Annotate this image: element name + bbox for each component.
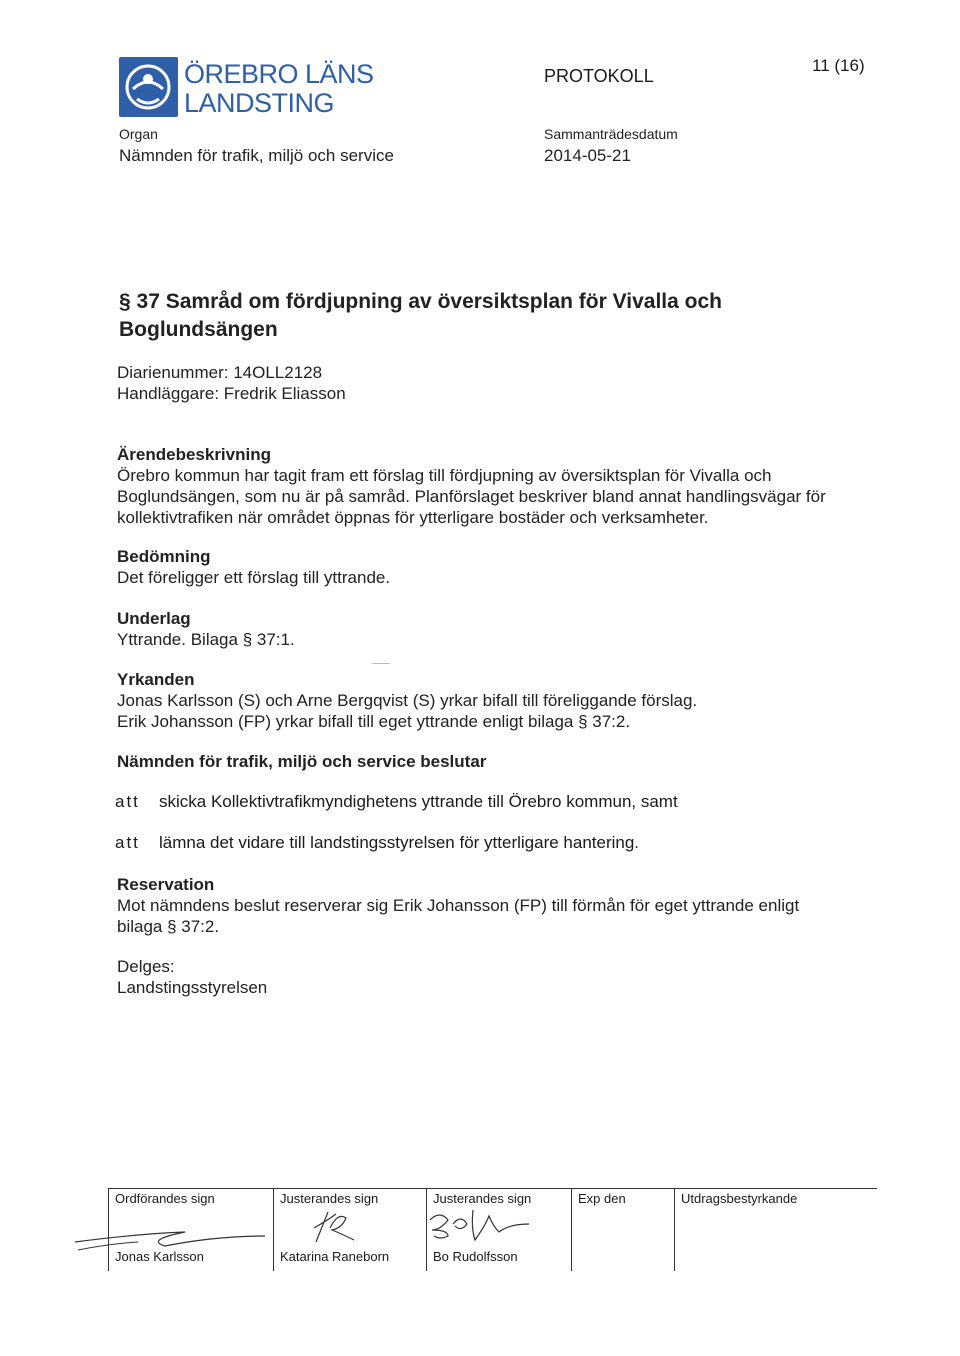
organ-value: Nämnden för trafik, miljö och service	[119, 146, 394, 165]
sign-label: Justerandes sign	[280, 1191, 379, 1206]
sign-label: Ordförandes sign	[115, 1191, 215, 1206]
section-title: § 37 Samråd om fördjupning av översiktsplan för Vivalla och Boglundsängen	[119, 290, 722, 341]
att-keyword: att	[115, 792, 140, 811]
document-type: PROTOKOLL	[544, 66, 654, 86]
diary-number: Diarienummer: 14OLL2128	[117, 363, 323, 382]
decision-item-1	[115, 792, 678, 812]
yrkanden-heading: Yrkanden	[117, 670, 195, 689]
arende-text: Örebro kommun har tagit fram ett förslag till fördjupning av översiktsplan för Vivalla och Boglundsängen, som nu är på samråd. Planförslaget beskriver bland annat handlingsvägar för kollektivtrafiken när området öppnas för ytterligare bostäder och verksamheter.	[117, 466, 826, 527]
sign-label: Utdragsbestyrkande	[681, 1191, 798, 1206]
delges-label: Delges:	[117, 957, 175, 976]
page-number: 11 (16)	[812, 56, 865, 75]
underlag-text: Yttrande. Bilaga § 37:1.	[117, 630, 295, 649]
signer-name	[675, 1249, 878, 1271]
signature-jonas-karlsson	[70, 1220, 270, 1270]
signer-name	[572, 1249, 675, 1271]
signer-name: Bo Rudolfsson	[427, 1249, 572, 1271]
sign-cell-utdrag	[675, 1189, 878, 1250]
landsting-logo-icon	[119, 57, 178, 117]
case-handler: Handläggare: Fredrik Eliasson	[117, 384, 346, 403]
reservation-text: Mot nämndens beslut reserverar sig Erik Johansson (FP) till förmån för eget yttrande enligt bilaga § 37:2.	[117, 896, 800, 936]
decision-item-2	[115, 833, 639, 853]
signature-katarina-raneborn	[308, 1208, 368, 1248]
signer-name: Katarina Raneborn	[274, 1249, 427, 1271]
yrkanden-line-2: Erik Johansson (FP) yrkar bifall till eget yttrande enligt bilaga § 37:2.	[117, 712, 631, 731]
signature-bo-rudolfsson	[425, 1206, 535, 1246]
delges-section	[117, 956, 877, 998]
att-keyword: att	[115, 833, 140, 852]
bedomning-section	[117, 546, 877, 588]
sign-label: Exp den	[578, 1191, 626, 1206]
logo-wordmark	[184, 60, 374, 118]
reservation-section	[117, 874, 837, 937]
reservation-heading: Reservation	[117, 875, 215, 894]
sign-label: Justerandes sign	[433, 1191, 532, 1206]
yrkanden-line-1: Jonas Karlsson (S) och Arne Bergqvist (S) yrkar bifall till föreliggande förslag.	[117, 691, 698, 710]
arende-section	[117, 444, 877, 528]
organ-label: Organ	[119, 126, 158, 142]
divider	[372, 663, 390, 664]
decision-item-1-text: skicka Kollektivtrafikmyndighetens yttrande till Örebro kommun, samt	[159, 792, 678, 811]
decision-heading: Nämnden för trafik, miljö och service beslutar	[117, 752, 487, 771]
arende-heading: Ärendebeskrivning	[117, 445, 271, 464]
bedomning-text: Det föreligger ett förslag till yttrande.	[117, 568, 391, 587]
signer-name: Jonas Karlsson	[109, 1249, 274, 1271]
date-value: 2014-05-21	[544, 146, 631, 165]
bedomning-heading: Bedömning	[117, 547, 211, 566]
logo-line-1: ÖREBRO LÄNS	[184, 59, 374, 89]
sign-cell-exp	[572, 1189, 675, 1250]
date-label: Sammanträdesdatum	[544, 126, 678, 142]
underlag-section	[117, 608, 877, 650]
logo-line-2: LANDSTING	[184, 88, 335, 118]
delges-value: Landstingsstyrelsen	[117, 978, 268, 997]
underlag-heading: Underlag	[117, 609, 191, 628]
decision-item-2-text: lämna det vidare till landstingsstyrelsen för ytterligare hantering.	[159, 833, 640, 852]
yrkanden-section	[117, 669, 877, 732]
